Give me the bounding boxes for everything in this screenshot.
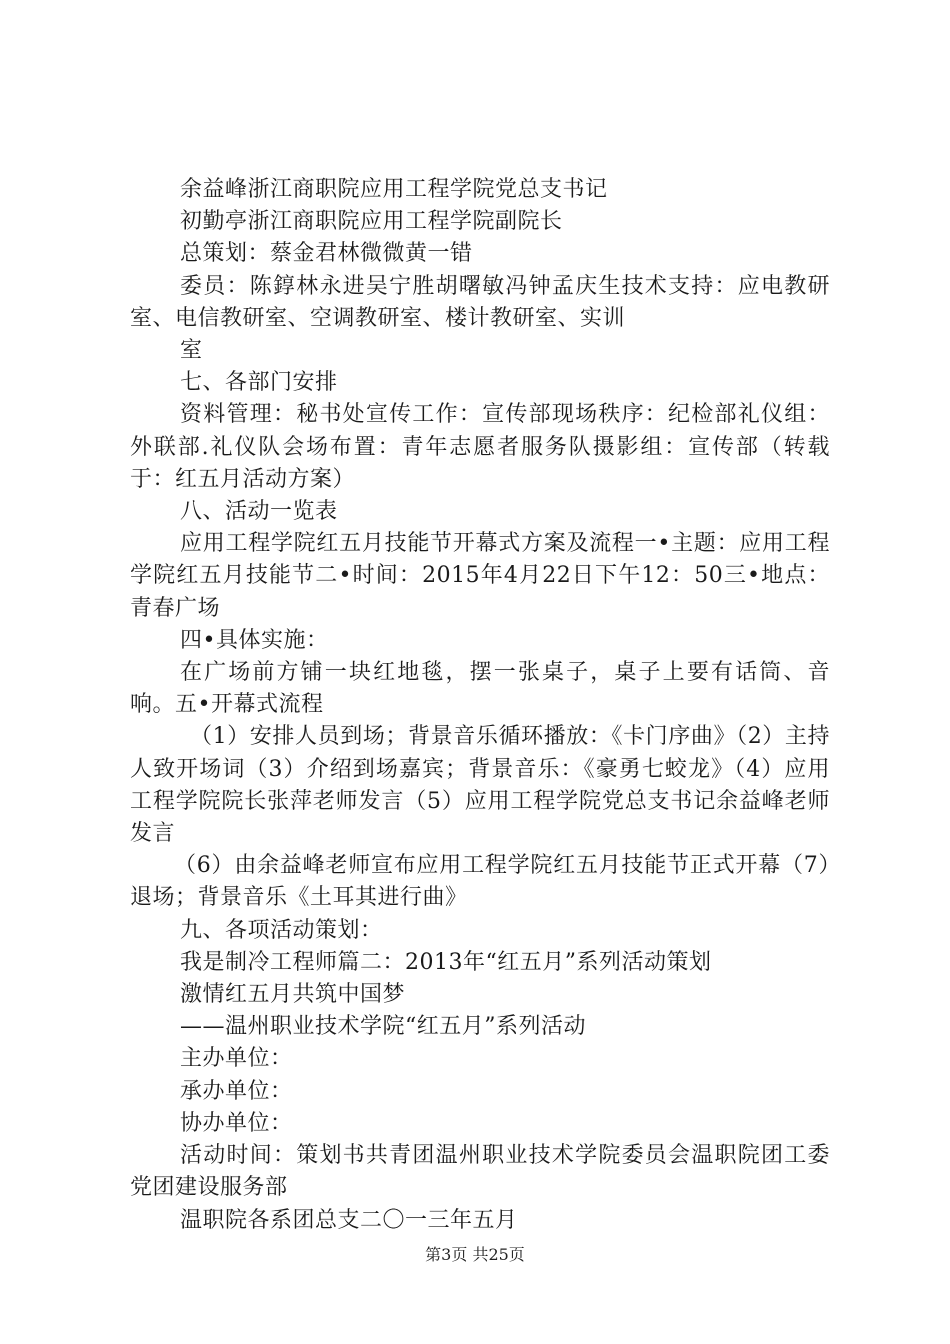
- paragraph: 室: [180, 338, 203, 364]
- page-number-footer: 第3页 共25页: [425, 1245, 525, 1264]
- paragraph: 委员：陈錞林永进吴宁胜胡曙敏冯钟孟庆生技术支持：应电教研室、电信教研室、空调教研室、楼计教研室、实训: [130, 273, 830, 331]
- section-heading: 八、活动一览表: [180, 499, 338, 525]
- paragraph: 我是制冷工程师篇二：2013年“红五月”系列活动策划: [180, 949, 712, 975]
- paragraph: 主办单位：: [180, 1046, 293, 1072]
- paragraph: 四•具体实施：: [180, 627, 329, 653]
- section-heading: 九、各项活动策划：: [180, 917, 383, 943]
- paragraph: 在广场前方铺一块红地毯，摆一张桌子，桌子上要有话筒、音响。五•开幕式流程: [130, 660, 830, 718]
- paragraph: （1）安排人员到场；背景音乐循环播放：《卡门序曲》（2）主持人致开场词（3）介绍到场嘉宾；背景音乐：《豪勇七蛟龙》（4）应用工程学院院长张萍老师发言（5）应用工程学院党总支书记余益峰老师发言: [130, 724, 830, 847]
- paragraph: （6）由余益峰老师宣布应用工程学院红五月技能节正式开幕（7）退场；背景音乐《土耳其进行曲》: [130, 853, 830, 911]
- document-body: [130, 174, 830, 1237]
- paragraph: 活动时间：策划书共青团温州职业技术学院委员会温职院团工委党团建设服务部: [130, 1143, 830, 1201]
- paragraph: 应用工程学院红五月技能节开幕式方案及流程一•主题：应用工程学院红五月技能节二•时间：2015年4月22日下午12：50三•地点：青春广场: [130, 531, 830, 621]
- paragraph: 余益峰浙江商职院应用工程学院党总支书记: [180, 177, 608, 202]
- section-heading: 七、各部门安排: [180, 370, 338, 396]
- paragraph: 激情红五月共筑中国梦: [180, 982, 406, 1008]
- paragraph: 资料管理：秘书处宣传工作：宣传部现场秩序：纪检部礼仪组：外联部.礼仪队会场布置：青年志愿者服务队摄影组：宣传部（转载于：红五月活动方案）: [130, 402, 830, 492]
- paragraph: 承办单位：: [180, 1078, 293, 1104]
- paragraph: 温职院各系团总支二〇一三年五月: [180, 1207, 518, 1233]
- paragraph: ——温州职业技术学院“红五月”系列活动: [180, 1014, 586, 1040]
- paragraph: 总策划：蔡金君林微微黄一错: [180, 241, 473, 267]
- paragraph: 初勤亭浙江商职院应用工程学院副院长: [180, 209, 563, 235]
- paragraph: 协办单位：: [180, 1110, 293, 1136]
